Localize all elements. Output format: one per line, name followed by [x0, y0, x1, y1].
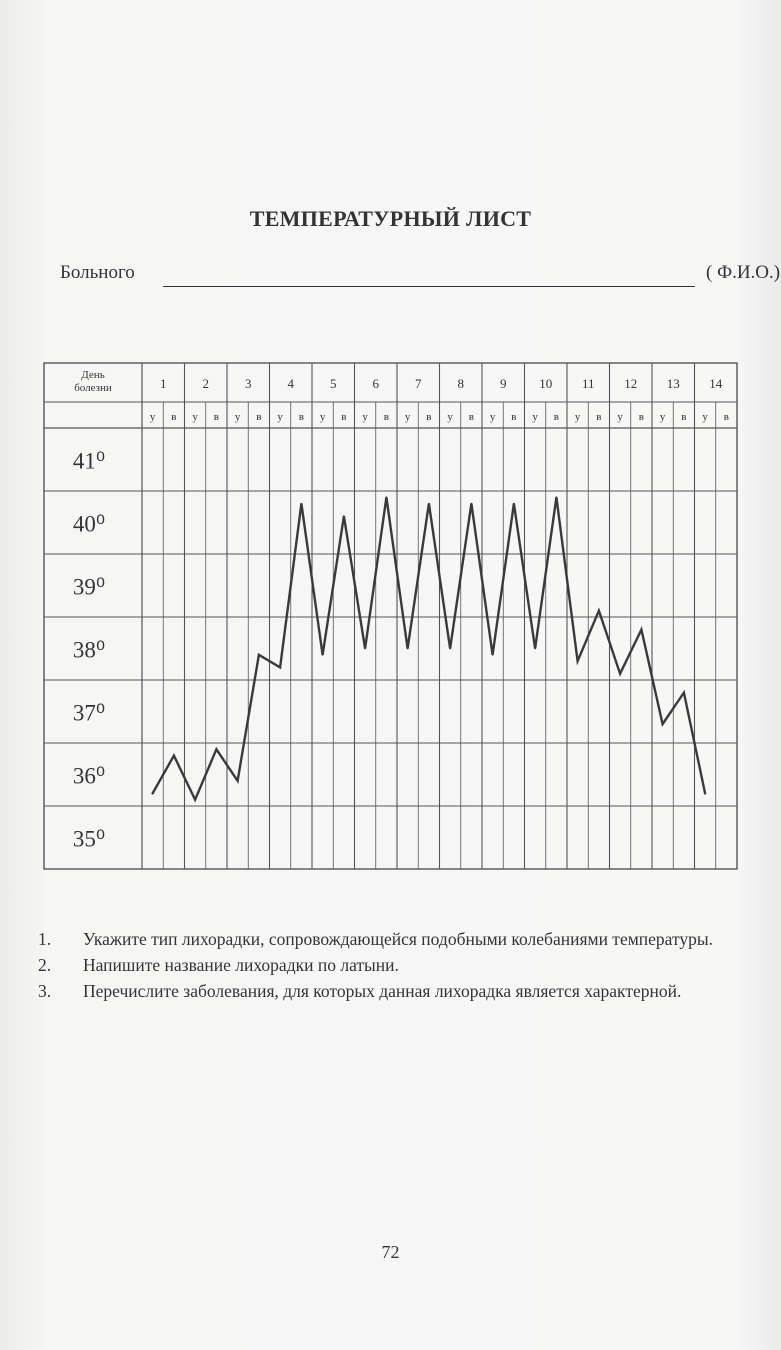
period-label: у: [617, 411, 623, 423]
y-tick-label: 37⁰: [72, 700, 106, 726]
temperature-point: [364, 648, 366, 650]
period-label: у: [532, 411, 538, 423]
period-label: в: [341, 411, 347, 423]
y-tick-label: 36⁰: [72, 763, 106, 789]
temperature-point: [449, 648, 451, 650]
temperature-point: [619, 673, 621, 675]
patient-fio-hint: ( Ф.И.О.): [706, 262, 781, 283]
period-label: у: [319, 411, 326, 423]
temperature-point: [279, 667, 281, 669]
period-label: в: [426, 411, 432, 423]
day-label: 12: [624, 376, 638, 391]
period-label: у: [277, 411, 283, 423]
question-item: [38, 928, 750, 950]
day-label: 7: [415, 376, 422, 391]
day-label: 8: [457, 376, 464, 391]
temperature-point: [662, 723, 664, 725]
y-tick-label: 35⁰: [72, 826, 106, 852]
question-number: 1.: [38, 929, 52, 949]
questions-list: [38, 928, 750, 1006]
day-label: 1: [160, 376, 167, 391]
page-number: 72: [381, 1242, 400, 1262]
period-label: в: [256, 411, 262, 423]
question-text: Перечислите заболевания, для которых данная лихорадка является характерной.: [83, 981, 682, 1001]
period-label: в: [596, 411, 602, 423]
page-title: ТЕМПЕРАТУРНЫЙ ЛИСТ: [249, 206, 532, 231]
temperature-point: [237, 780, 239, 782]
temperature-point: [492, 654, 494, 656]
temperature-point: [470, 503, 472, 505]
temperature-point: [513, 503, 515, 505]
question-number: 3.: [38, 981, 52, 1001]
day-label: 13: [666, 376, 680, 391]
temperature-point: [173, 755, 175, 757]
question-item: [38, 954, 750, 976]
period-label: у: [702, 411, 708, 423]
day-label: 2: [202, 376, 209, 391]
temperature-point: [555, 496, 557, 498]
temperature-point: [534, 648, 536, 650]
chart-frame: [44, 363, 737, 869]
x-axis-label: День болезни: [74, 369, 112, 394]
temperature-point: [577, 660, 579, 662]
temperature-point: [385, 496, 387, 498]
period-label: в: [723, 411, 729, 423]
temperature-point: [407, 648, 409, 650]
day-label: 5: [330, 376, 337, 391]
question-text: Напишите название лихорадки по латыни.: [83, 955, 399, 975]
patient-label: Больного: [60, 262, 135, 283]
temperature-point: [428, 503, 430, 505]
temperature-series-line: [153, 497, 706, 799]
period-label: у: [574, 411, 581, 423]
day-label: 11: [581, 376, 595, 391]
period-label: в: [298, 411, 304, 423]
period-label: в: [638, 411, 644, 423]
day-label: 6: [372, 376, 379, 391]
day-label: 3: [245, 376, 252, 391]
temperature-point: [598, 610, 600, 612]
question-text: Укажите тип лихорадки, сопровождающейся подобными колебаниями температуры.: [83, 929, 714, 949]
period-label: у: [489, 411, 496, 423]
period-label: в: [171, 411, 177, 423]
period-label: у: [362, 411, 368, 423]
y-tick-label: 39⁰: [72, 574, 106, 600]
temperature-point: [215, 748, 217, 750]
period-label: у: [659, 411, 666, 423]
day-label: 14: [709, 376, 723, 391]
period-label: у: [192, 411, 198, 423]
temperature-point: [322, 654, 324, 656]
temperature-point: [152, 793, 154, 795]
day-label: 9: [500, 376, 507, 391]
period-label: в: [511, 411, 517, 423]
y-tick-label: 41⁰: [72, 448, 106, 474]
period-label: у: [404, 411, 411, 423]
temperature-point: [300, 503, 302, 505]
day-label: 10: [539, 376, 553, 391]
period-label: в: [468, 411, 474, 423]
period-label: у: [447, 411, 453, 423]
period-label: в: [681, 411, 687, 423]
y-tick-label: 38⁰: [72, 637, 106, 663]
y-tick-label: 40⁰: [72, 511, 106, 537]
chart-grid: [44, 363, 737, 869]
period-label: у: [234, 411, 241, 423]
temperature-point: [343, 515, 345, 517]
chart-series: [152, 496, 706, 800]
question-item: [38, 980, 750, 1002]
temperature-point: [258, 654, 260, 656]
temperature-point: [640, 629, 642, 631]
temperature-point: [194, 799, 196, 801]
period-label: в: [213, 411, 219, 423]
day-label: 4: [287, 376, 294, 391]
period-label: в: [553, 411, 559, 423]
temperature-point: [704, 793, 706, 795]
period-label: в: [383, 411, 389, 423]
period-label: у: [149, 411, 156, 423]
temperature-point: [683, 692, 685, 694]
question-number: 2.: [38, 955, 52, 975]
